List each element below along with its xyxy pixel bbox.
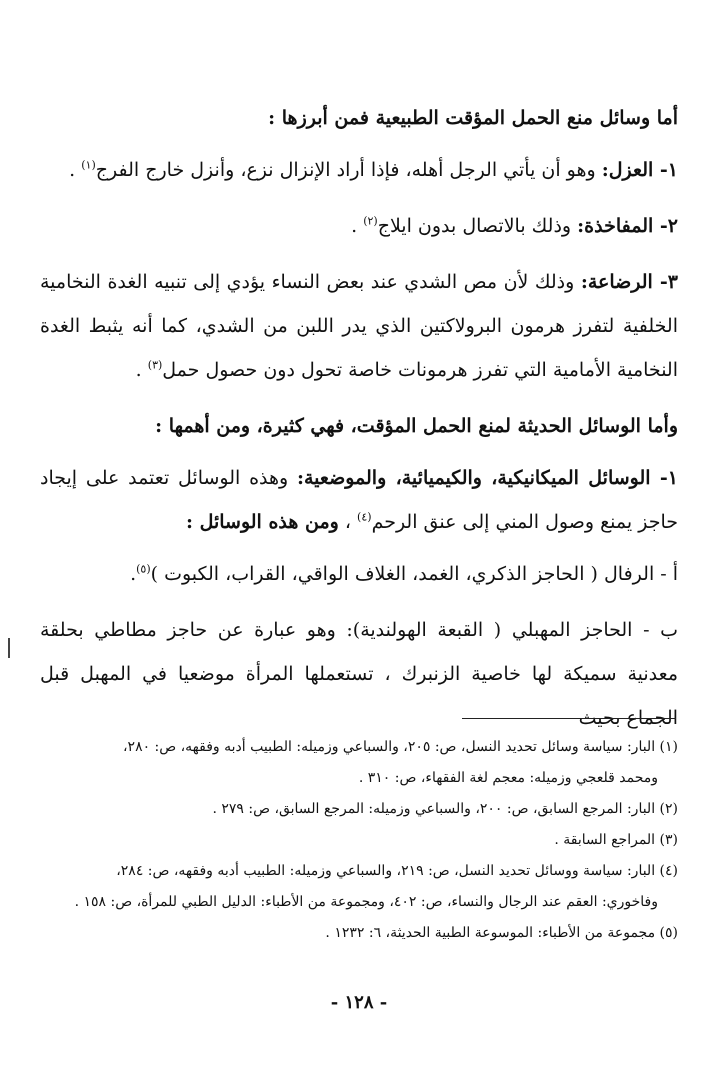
footnote-3: (٣) المراجع السابقة . [554, 832, 678, 848]
footnotes [40, 732, 678, 949]
text-diaphragm: ب - الحاجز المهبلي ( القبعة الهولندية): وهو عبارة عن حاجز مطاطي بحلقة معدنية سميكة لها خاصية الزنبرك ، تستعملها المرأة موضعيا في المهبل قبل الجماع بحيث [40, 619, 678, 729]
footnote-ref-3[interactable]: (٣) [147, 358, 163, 372]
term-mechanical: ١- الوسائل الميكانيكية، والكيميائية، والموضعية: [296, 467, 679, 489]
text-withdrawal: وهو أن يأتي الرجل أهله، فإذا أراد الإنزال نزع، وأنزل خارج الفرج [95, 159, 602, 181]
term-breastfeeding: ٣- الرضاعة: [580, 271, 678, 293]
footnote-5: (٥) مجموعة من الأطباء: الموسوعة الطبية الحديثة، ٦: ١٢٣٢ . [325, 925, 678, 941]
text-condom: أ - الرفال ( الحاجز الذكري، الغمد، الغلاف الواقي، القراب، الكبوت ) [150, 563, 678, 585]
main-text [40, 96, 678, 752]
paragraph-thighing: ٢- المفاخذة: وذلك بالاتصال بدون ايلاج$^{(٢)}$ . [351, 214, 678, 237]
footnote-ref-1[interactable]: (١) [81, 158, 96, 172]
footnote-separator [462, 718, 676, 719]
footnote-4-continued: وفاخوري: العقم عند الرجال والنساء، ص: ٤٠٢، ومجموعة من الأطباء: الدليل الطبي للمرأة، ص: ١٥٨ . [74, 894, 658, 910]
term-these-methods: ومن هذه الوسائل : [185, 511, 339, 533]
margin-mark [8, 638, 10, 658]
paragraph-diaphragm [40, 608, 678, 740]
paragraph-breastfeeding: ٣- الرضاعة: وذلك لأن مص الشدي عند بعض النساء يؤدي إلى تنبيه الغدة النخامية الخلفية لتفرز هرمون البرولاكتين الذي يدر اللبن من الشدي، كما أنه يثبط الغدة النخامية الأمامية التي تفرز هرمونات خاصة تحول دون حصول حمل$^{(٣)}$ . [40, 271, 678, 381]
footnote-1-continued: ومحمد قلعجي وزميله: معجم لغة الفقهاء، ص: ٣١٠ . [358, 770, 658, 786]
modern-methods-heading: وأما الوسائل الحديثة لمنع الحمل المؤقت، فهي كثيرة، ومن أهمها : [155, 415, 678, 437]
text-breastfeeding: وذلك لأن مص الشدي عند بعض النساء يؤدي إلى تنبيه الغدة النخامية الخلفية لتفرز هرمون البرولاكتين الذي يدر اللبن من الشدي، كما أنه يثبط الغدة النخامية الأمامية التي تفرز هرمونات خاصة تحول دون حصول حمل [40, 271, 678, 381]
text-thighing: وذلك بالاتصال بدون ايلاج [377, 215, 578, 237]
text-mechanical: وهذه الوسائل تعتمد على إيجاد حاجز يمنع وصول المني إلى عنق الرحم [40, 467, 678, 533]
term-thighing: ٢- المفاخذة: [577, 215, 678, 237]
paragraph-withdrawal: ١- العزل: وهو أن يأتي الرجل أهله، فإذا أراد الإنزال نزع، وأنزل خارج الفرج$^{(١)}$ . [69, 158, 678, 181]
footnote-ref-4[interactable]: (٤) [357, 510, 372, 524]
footnote-ref-2[interactable]: (٢) [363, 214, 378, 228]
natural-methods-heading: أما وسائل منع الحمل المؤقت الطبيعية فمن أبرزها : [268, 107, 678, 129]
page-number: - ١٢٨ - [330, 992, 388, 1013]
paragraph-condom: أ - الرفال ( الحاجز الذكري، الغمد، الغلاف الواقي، القراب، الكبوت )$^{(٥)}$. [130, 562, 678, 585]
term-withdrawal: ١- العزل: [601, 159, 678, 181]
footnote-ref-5[interactable]: (٥) [136, 562, 151, 576]
paragraph-mechanical: ١- الوسائل الميكانيكية، والكيميائية، والموضعية: وهذه الوسائل تعتمد على إيجاد حاجز يمنع وصول المني إلى عنق الرحم$^{(٤)}$ ، ومن هذه الوسائل : [40, 467, 679, 533]
footnote-1: (١) البار: سياسة وسائل تحديد النسل، ص: ٢٠٥، والسباعي وزميله: الطبيب أدبه وفقهه، ص: ٢٨٠، [123, 739, 678, 755]
footnote-4: (٤) البار: سياسة ووسائل تحديد النسل، ص: ٢١٩، والسباعي وزميله: الطبيب أدبه وفقهه، ص: ٢٨٤، [116, 863, 678, 879]
footnote-2: (٢) البار: المرجع السابق، ص: ٢٠٠، والسباعي وزميله: المرجع السابق، ص: ٢٧٩ . [212, 801, 678, 817]
